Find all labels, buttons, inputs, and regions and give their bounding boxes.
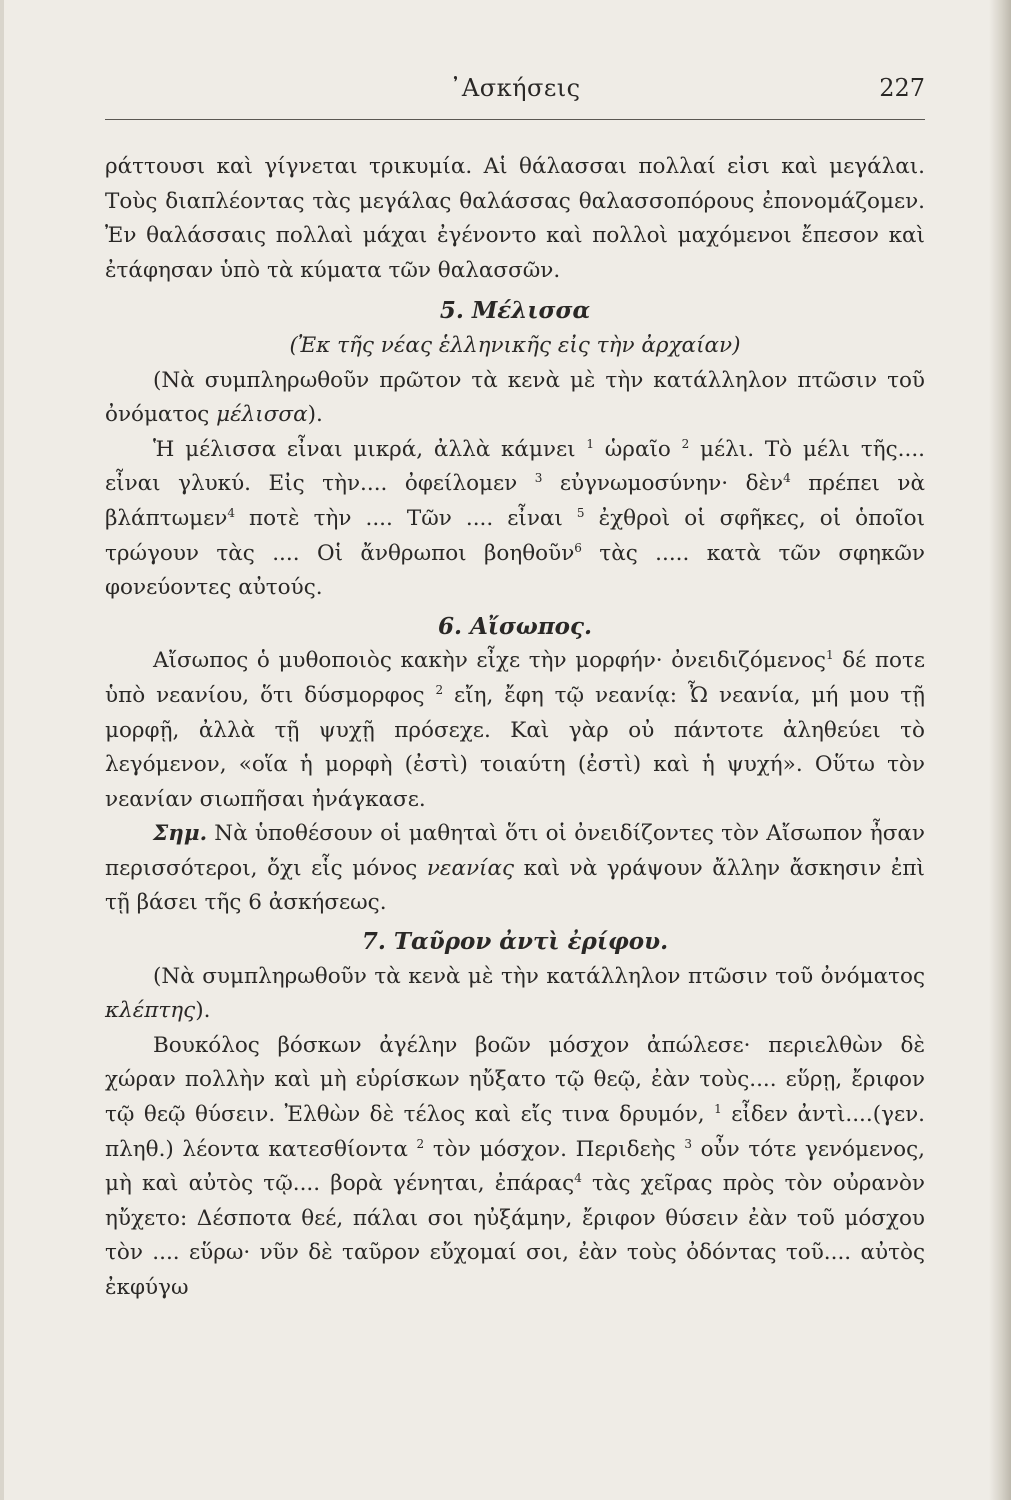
footnote-marker: 1 — [714, 1101, 722, 1116]
page-number: 227 — [879, 74, 925, 102]
footnote-marker: 2 — [435, 682, 444, 697]
footnote-marker: 5 — [576, 505, 585, 520]
footnote-marker: 6 — [574, 540, 582, 555]
exercise-6-note — [105, 817, 925, 921]
text-segment: εἴη, ἔφη τῷ νεανίᾳ: Ὦ νεανία, μή μου τῇ μορφῇ, ἀλλὰ τῇ ψυχῇ πρόσεχε. Καὶ γὰρ οὐ πάντοτε ἀληθεύει τὸ λεγόμενον, «οἵα ἡ μορφὴ (ἐστὶ) τοιαύτη (ἐστὶ) καὶ ἡ ψυχή». Οὕτω τὸν νεανίαν σιωπῆσαι ἠνάγκασε. — [105, 682, 925, 812]
footnote-marker: 3 — [684, 1136, 692, 1151]
exercise-7-title: 7. Ταῦρον ἀντὶ ἐρίφου. — [361, 928, 669, 956]
exercise-5-text — [105, 433, 925, 606]
footnote-marker: 4 — [574, 1171, 582, 1186]
note-label: Σημ. — [153, 821, 208, 847]
text-segment: καὶ νὰ γράψουν ἄλλην ἄσκησιν ἐπὶ τῇ βάσει τῆς 6 ἀσκήσεως. — [105, 855, 925, 916]
text-segment: πρέπει νὰ βλάπτωμεν — [105, 471, 925, 531]
text-segment: Βουκόλος βόσκων ἀγέλην βοῶν μόσχον ἀπώλεσε· περιελθὼν δὲ χώραν πολλὴν καὶ μὴ εὑρίσκων ηὔξατο τῷ θεῷ, ἐὰν τοὺς.... εὕρῃ, ἔριφον τῷ θεῷ θύσειν. Ἐλθὼν δὲ τέλος καὶ εἴς τινα δρυμόν, — [105, 1032, 925, 1128]
footnote-marker: 4 — [227, 505, 235, 520]
instruction-word: κλέπτης — [105, 998, 196, 1024]
footnote-marker: 4 — [783, 471, 791, 486]
exercise-5-subtitle: (Ἐκ τῆς νέας ἑλληνικῆς εἰς τὴν ἀρχαίαν) — [289, 332, 741, 358]
page-left-edge — [0, 0, 4, 1500]
text-segment: τὸν μόσχον. Περιδεὴς — [424, 1136, 685, 1162]
text-segment: ἐχθροὶ οἱ σφῆκες, οἱ ὁποῖοι τρώγουν τὰς .... Οἱ ἄνθρωποι βοηθοῦν — [105, 505, 925, 566]
footnote-marker: 2 — [681, 436, 690, 451]
text-segment: τὰς χεῖρας πρὸς τὸν οὐρανὸν ηὔχετο: Δέσποτα θεέ, πάλαι σοι ηὐξάμην, ἔριφον θύσειν ἐὰν τοῦ μόσχου τὸν .... εὕρω· νῦν δὲ ταῦρον εὔχομαί σοι, ἐὰν τοὺς ὀδόντας τοῦ.... αὐτὸς ἐκφύγω — [105, 1171, 926, 1300]
text-segment: Νὰ ὑποθέσουν οἱ μαθηταὶ ὅτι οἱ ὀνειδίζοντες τὸν Αἴσωπον ἦσαν περισσότεροι, ὄχι εἷς μόνος — [105, 821, 925, 881]
text-segment: εὐγνωμοσύνην· δὲν — [542, 471, 784, 497]
footnote-marker: 1 — [825, 648, 834, 663]
page-right-edge — [989, 0, 1011, 1500]
header-rule — [105, 119, 925, 120]
text-segment: μέλι. Τὸ μέλι τῆς.... εἶναι γλυκύ. Εἰς τὴν.... ὀφείλομεν — [105, 436, 926, 497]
footnote-marker: 3 — [534, 471, 543, 486]
exercise-5-title: 5. Μέλισσα — [439, 297, 591, 325]
instruction-end: ). — [307, 402, 323, 428]
text-segment: Ἡ μέλισσα εἶναι μικρά, ἀλλὰ κάμνει — [153, 436, 587, 462]
text-segment: τὰς ..... κατὰ τῶν σφηκῶν φονεύοντες αὐτούς. — [105, 540, 925, 601]
instruction-end: ). — [195, 998, 211, 1024]
page-body — [105, 150, 925, 1306]
text-segment: οὖν τότε γενόμενος, μὴ καὶ αὐτὸς τῷ.... βορὰ γένηται, ἐπάρας — [105, 1136, 925, 1197]
note-word: νεανίας — [426, 855, 515, 881]
footnote-marker: 2 — [416, 1136, 425, 1151]
instruction-text: (Νὰ συμπληρωθοῦν πρῶτον τὰ κενὰ μὲ τὴν κατάλληλον πτῶσιν τοῦ ὀνόματος — [105, 367, 925, 428]
text-segment: δέ ποτε ὑπὸ νεανίου, ὅτι δύσμορφος — [105, 648, 926, 708]
text-segment: ὡραῖο — [593, 436, 682, 462]
exercise-7-text — [105, 1029, 925, 1306]
text-segment: Αἴσωπος ὁ μυθοποιὸς κακὴν εἶχε τὴν μορφήν· ὀνειδιζόμενος — [153, 648, 826, 674]
text-segment: εἶδεν ἀντὶ....(γεν. πληθ.) λέοντα κατεσθίοντα — [105, 1102, 925, 1162]
exercise-6-text — [105, 644, 925, 817]
running-title: ᾿Ασκήσεις — [449, 74, 581, 102]
page-header — [105, 74, 925, 114]
exercise-7-instruction — [105, 960, 925, 1029]
exercise-5-instruction — [105, 364, 925, 433]
instruction-text: (Νὰ συμπληρωθοῦν τὰ κενὰ μὲ τὴν κατάλληλον πτῶσιν τοῦ ὀνόματος — [153, 963, 925, 989]
exercise-6-title: 6. Αἴσωπος. — [437, 612, 593, 640]
footnote-marker: 1 — [586, 436, 594, 451]
text-segment: ποτὲ τὴν .... Τῶν .... εἶναι — [234, 505, 577, 531]
paragraph-continued: ράττουσι καὶ γίγνεται τρικυμία. Αἱ θάλασσαι πολλαί εἰσι καὶ μεγάλαι. Τοὺς διαπλέοντας τὰς μεγάλας θαλάσσας θαλασσοπόρους ἐπονομάζομεν. Ἐν θαλάσσαις πολλαὶ μάχαι ἐγένοντο καὶ πολλοὶ μαχόμενοι ἔπεσον καὶ ἐτάφησαν ὑπὸ τὰ κύματα τῶν θαλασσῶν. — [105, 154, 925, 283]
instruction-word: μέλισσα — [216, 402, 308, 428]
